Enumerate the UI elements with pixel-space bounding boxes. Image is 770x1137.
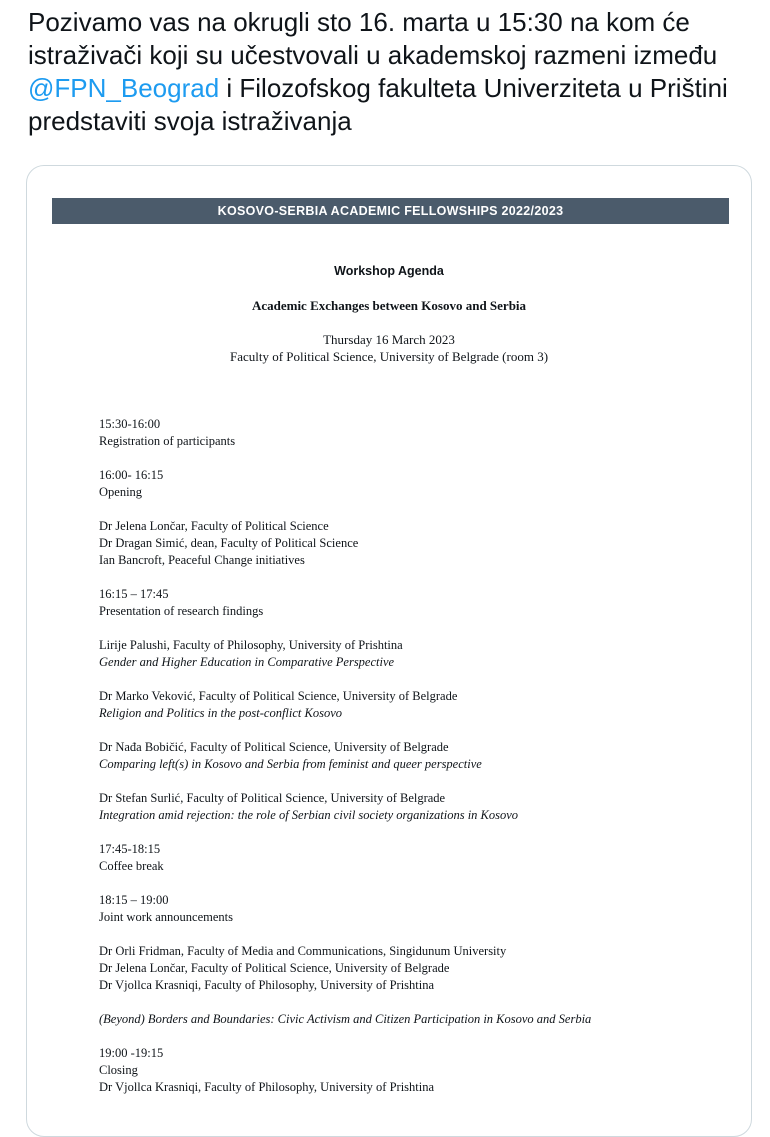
agenda-line: Dr Vjollca Krasniqi, Faculty of Philosophy, University of Prishtina	[99, 1080, 435, 1094]
agenda-talk-title: Integration amid rejection: the role of Serbian civil society organizations in Kosovo	[99, 808, 519, 822]
agenda-list	[99, 416, 739, 1096]
agenda-line: Closing	[99, 1063, 138, 1077]
agenda-spacer	[99, 773, 739, 790]
agenda-spacer	[99, 994, 739, 1011]
agenda-line: Registration of participants	[99, 434, 236, 448]
mention-link[interactable]: @FPN_Beograd	[28, 73, 220, 103]
agenda-line: Presentation of research findings	[99, 604, 264, 618]
agenda-line: Dr Orli Fridman, Faculty of Media and Communications, Singidunum University	[99, 944, 507, 958]
agenda-line: Dr Marko Veković, Faculty of Political Science, University of Belgrade	[99, 689, 458, 703]
document-banner: KOSOVO-SERBIA ACADEMIC FELLOWSHIPS 2022/2023	[52, 198, 729, 224]
agenda-spacer	[99, 1028, 739, 1045]
agenda-line: Lirije Palushi, Faculty of Philosophy, University of Prishtina	[99, 638, 403, 652]
document-date: Thursday 16 March 2023	[323, 332, 455, 347]
agenda-spacer	[99, 620, 739, 637]
agenda-line: 15:30-16:00	[99, 417, 161, 431]
agenda-talk-title: (Beyond) Borders and Boundaries: Civic Activism and Citizen Participation in Kosovo and Serbia	[99, 1012, 592, 1026]
agenda-talk-title: Religion and Politics in the post-conflict Kosovo	[99, 706, 343, 720]
agenda-spacer	[99, 824, 739, 841]
tweet-text	[28, 6, 768, 138]
agenda-line: Joint work announcements	[99, 910, 234, 924]
agenda-line: Dr Stefan Surlić, Faculty of Political Science, University of Belgrade	[99, 791, 446, 805]
agenda-line: Ian Bancroft, Peaceful Change initiatives	[99, 553, 305, 567]
agenda-line: 18:15 – 19:00	[99, 893, 169, 907]
document-subtitle: Academic Exchanges between Kosovo and Serbia	[251, 298, 527, 313]
agenda-line: Coffee break	[99, 859, 164, 873]
agenda-spacer	[99, 926, 739, 943]
agenda-line: Dr Dragan Simić, dean, Faculty of Political Science	[99, 536, 359, 550]
agenda-line: 17:45-18:15	[99, 842, 161, 856]
agenda-line: 16:15 – 17:45	[99, 587, 169, 601]
agenda-line: Dr Jelena Lončar, Faculty of Political Science, University of Belgrade	[99, 961, 450, 975]
agenda-line: Opening	[99, 485, 143, 499]
tweet-text-part-2: i Filozofskog fakulteta Univerziteta u Prištini predstaviti svoja istraživanja	[28, 73, 728, 136]
agenda-spacer	[99, 722, 739, 739]
agenda-spacer	[99, 875, 739, 892]
document-venue: Faculty of Political Science, University of Belgrade (room 3)	[229, 349, 549, 364]
agenda-line: 16:00- 16:15	[99, 468, 164, 482]
agenda-spacer	[99, 671, 739, 688]
agenda-talk-title: Gender and Higher Education in Comparative Perspective	[99, 655, 395, 669]
agenda-spacer	[99, 450, 739, 467]
agenda-line: 19:00 -19:15	[99, 1046, 164, 1060]
agenda-talk-title: Comparing left(s) in Kosovo and Serbia from feminist and queer perspective	[99, 757, 482, 771]
agenda-line: Dr Nađa Bobičić, Faculty of Political Science, University of Belgrade	[99, 740, 449, 754]
agenda-spacer	[99, 569, 739, 586]
agenda-spacer	[99, 501, 739, 518]
tweet-text-part-1: Pozivamo vas na okrugli sto 16. marta u 15:30 na kom će istraživači koji su učestvovali u akademskoj razmeni između	[28, 7, 718, 70]
document-title: Workshop Agenda	[334, 264, 444, 278]
attached-image-card[interactable]	[26, 165, 752, 1137]
agenda-line: Dr Vjollca Krasniqi, Faculty of Philosophy, University of Prishtina	[99, 978, 435, 992]
agenda-line: Dr Jelena Lončar, Faculty of Political Science	[99, 519, 329, 533]
